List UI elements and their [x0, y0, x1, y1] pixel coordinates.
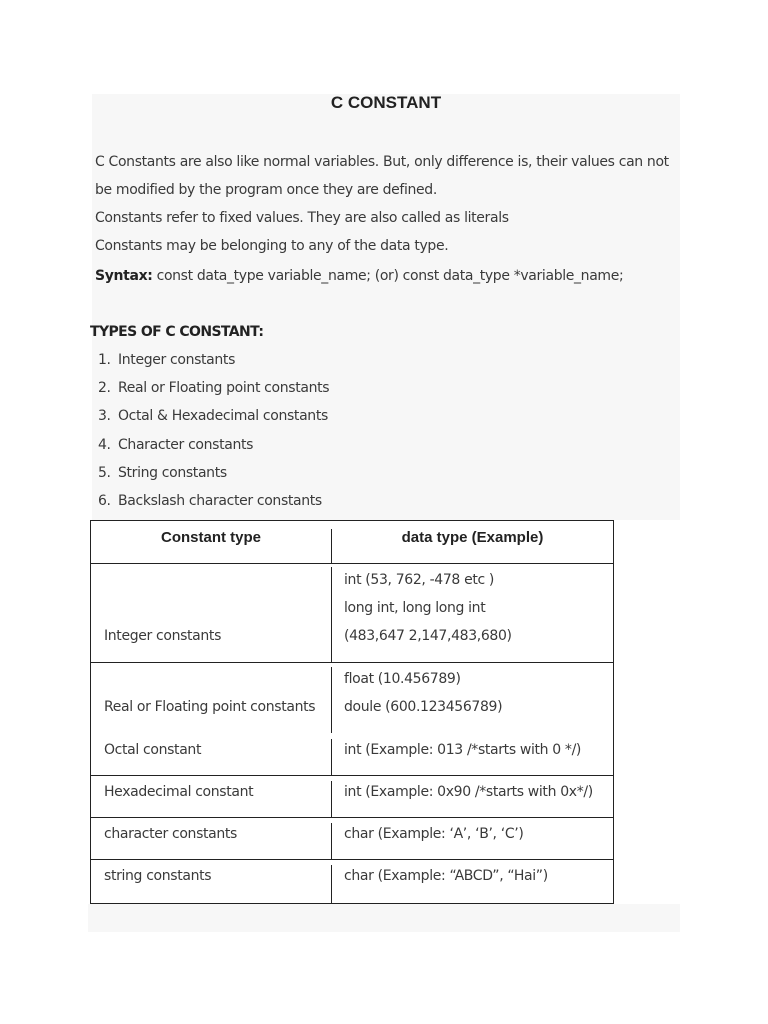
intro-line-1: C Constants are also like normal variables. But, only difference is, their values can not — [95, 154, 669, 170]
table-cell-example: int (53, 762, -478 etc ) — [344, 572, 495, 588]
table-cell-example: doule (600.123456789) — [344, 699, 503, 715]
list-item: 5. String constants — [98, 464, 227, 481]
syntax-label: Syntax: — [95, 268, 153, 284]
table-cell-example: char (Example: “ABCD”, “Hai”) — [344, 868, 548, 884]
table-cell-example: char (Example: ‘A’, ‘B’, ‘C’) — [344, 826, 524, 842]
intro-line-4: Constants may be belonging to any of the data type. — [95, 238, 449, 254]
table-cell-example: (483,647 2,147,483,680) — [344, 628, 512, 644]
intro-line-3: Constants refer to fixed values. They are also called as literals — [95, 210, 509, 226]
table-divider — [331, 739, 332, 775]
list-item: 1. Integer constants — [98, 352, 236, 368]
constants-table — [90, 520, 614, 904]
list-item: 6. Backslash character constants — [98, 492, 322, 509]
table-cell-example: int (Example: 0x90 /*starts with 0x*/) — [344, 784, 593, 800]
table-cell-type: Octal constant — [104, 742, 202, 758]
table-divider — [331, 865, 332, 903]
table-divider — [91, 662, 613, 663]
table-cell-type: Hexadecimal constant — [104, 784, 254, 800]
table-divider — [91, 859, 613, 860]
table-divider — [331, 667, 332, 733]
table-divider — [331, 781, 332, 817]
table-header-constant-type: Constant type — [160, 529, 261, 546]
table-header-data-type: data type (Example) — [401, 529, 544, 546]
list-item: 4. Character constants — [98, 436, 254, 453]
types-heading: TYPES OF C CONSTANT: — [90, 324, 264, 340]
content-panel-footer — [88, 904, 680, 932]
table-cell-type: Real or Floating point constants — [104, 699, 316, 715]
types-list — [98, 352, 329, 521]
syntax-text: const data_type variable_name; (or) const data_type *variable_name; — [152, 268, 624, 284]
intro-line-2: be modified by the program once they are defined. — [95, 182, 437, 198]
page-title: C CONSTANT — [330, 93, 442, 112]
table-cell-example: long int, long long int — [344, 600, 486, 616]
syntax-line — [95, 268, 623, 284]
table-divider — [91, 563, 613, 564]
table-cell-type: Integer constants — [104, 628, 222, 644]
list-item: 2. Real or Floating point constants — [98, 380, 330, 397]
table-cell-example: int (Example: 013 /*starts with 0 */) — [344, 742, 582, 758]
table-divider — [91, 775, 613, 776]
table-divider — [331, 823, 332, 859]
table-divider — [331, 567, 332, 662]
table-divider — [91, 817, 613, 818]
list-item: 3. Octal & Hexadecimal constants — [98, 408, 328, 425]
table-cell-type: string constants — [104, 868, 212, 884]
table-cell-type: character constants — [104, 826, 237, 842]
table-cell-example: float (10.456789) — [344, 671, 461, 687]
